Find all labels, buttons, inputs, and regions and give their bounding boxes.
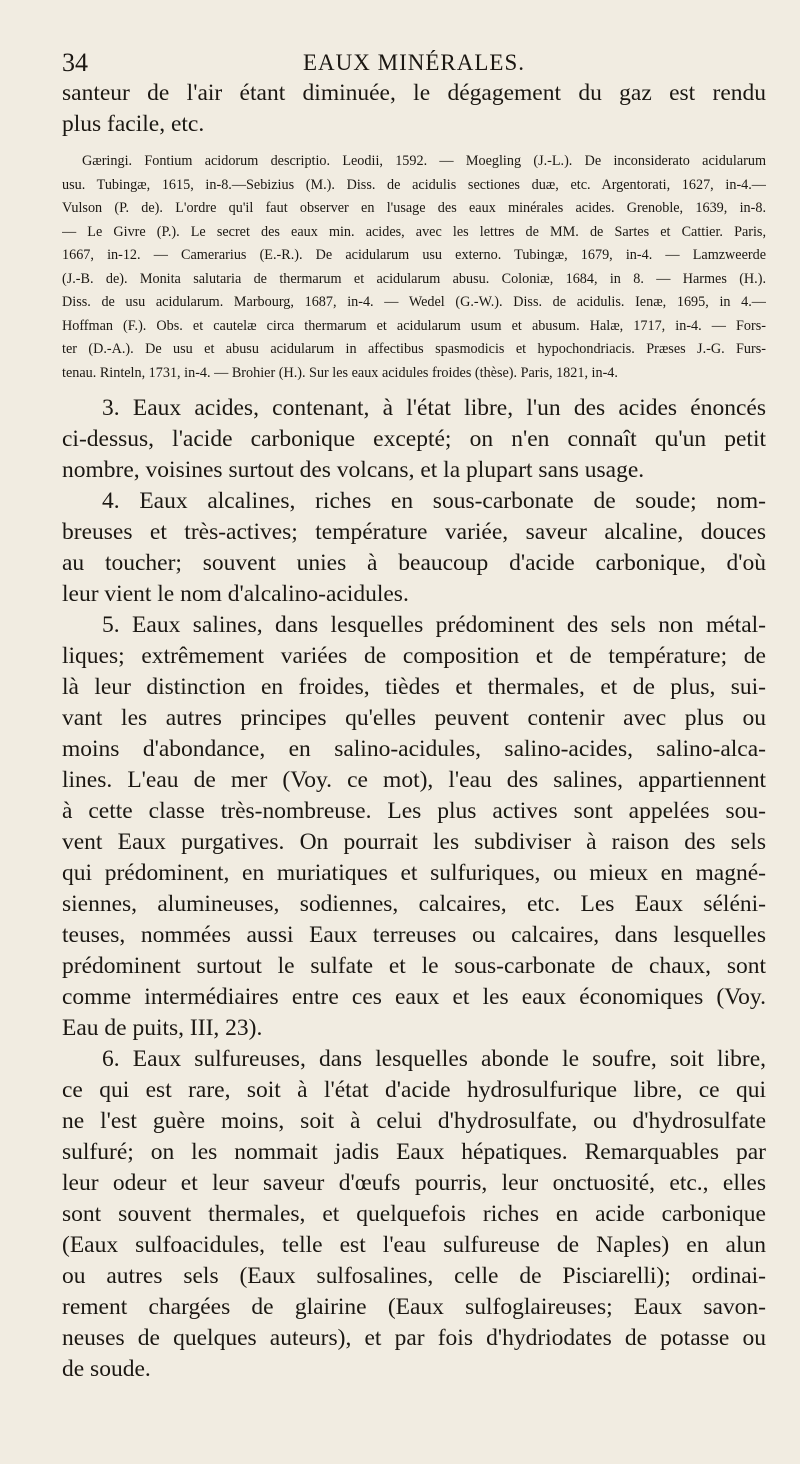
text-line: 4. Eaux alcalines, riches en sous-carbonate de soude; nom-	[102, 488, 766, 514]
text-line: là leur distinction en froides, tièdes et thermales, et de plus, sui-	[62, 674, 766, 700]
biblio-line: — Le Givre (P.). Le secret des eaux min. acides, avec les lettres de MM. de Sartes et Cattier. Paris,	[62, 223, 766, 240]
text-line: siennes, alumineuses, sodiennes, calcaires, etc. Les Eaux séléni-	[62, 891, 766, 917]
text-line: 5. Eaux salines, dans lesquelles prédominent des sels non métal-	[102, 612, 766, 638]
running-head	[62, 38, 766, 78]
biblio-line: Hoffman (F.). Obs. et cautelæ circa thermarum et acidularum usum et abusum. Halæ, 1717, in-4. — Fors-	[62, 317, 766, 334]
text-line: leur vient le nom d'alcalino-acidules.	[62, 581, 409, 607]
text-line: sulfuré; on les nommait jadis Eaux hépatiques. Remarquables par	[62, 1139, 766, 1165]
bibliography-note	[62, 150, 766, 385]
text-line: leur odeur et leur saveur d'œufs pourris, leur onctuosité, etc., elles	[62, 1170, 766, 1196]
text-line: qui prédominent, en muriatiques et sulfuriques, ou mieux en magné-	[62, 860, 766, 886]
section-eaux-sulfureuses	[62, 1044, 766, 1385]
biblio-line: usu. Tubingæ, 1615, in-8.—Sebizius (M.). Diss. de acidulis sectiones duæ, etc. Argentorati, 1627, in-4.—	[62, 176, 766, 193]
text-line: nombre, voisines surtout des volcans, et la plupart sans usage.	[62, 457, 645, 483]
text-line: neuses de quelques auteurs), et par fois d'hydriodates de potasse ou	[62, 1325, 766, 1351]
text-line: breuses et très-actives; température variée, saveur alcaline, douces	[62, 519, 766, 545]
text-line: ci-dessus, l'acide carbonique excepté; on n'en connaît qu'un petit	[62, 426, 766, 452]
text-line: vent Eaux purgatives. On pourrait les subdiviser à raison des sels	[62, 829, 766, 855]
text-line: ne l'est guère moins, soit à celui d'hydrosulfate, ou d'hydrosulfate	[62, 1108, 766, 1134]
biblio-line: Vulson (P. de). L'ordre qu'il faut observer en l'usage des eaux minérales acides. Grenoble, 1639, in-8.	[62, 200, 766, 216]
text-line: rement chargées de glairine (Eaux sulfoglaireuses; Eaux savon-	[62, 1294, 766, 1320]
text-line: au toucher; souvent unies à beaucoup d'acide carbonique, d'où	[62, 550, 766, 576]
text-line: plus facile, etc.	[62, 111, 205, 137]
section-eaux-alcalines	[62, 486, 766, 610]
text-line: comme intermédiaires entre ces eaux et les eaux économiques (Voy.	[62, 984, 766, 1010]
page-number: 34	[62, 48, 88, 77]
biblio-line: tenau. Rinteln, 1731, in-4. — Brohier (H.). Sur les eaux acidules froides (thèse). Paris, 1821, in-4.	[62, 364, 618, 381]
text-line: vant les autres principes qu'elles peuvent contenir avec plus ou	[62, 705, 766, 731]
text-line: Eau de puits, III, 23).	[62, 1015, 263, 1041]
biblio-line: Diss. de usu acidularum. Marbourg, 1687, in-4. — Wedel (G.-W.). Diss. de acidulis. Ienæ, 1695, in 4.—	[62, 294, 766, 310]
text-line: ce qui est rare, soit à l'état d'acide hydrosulfurique libre, ce qui	[62, 1077, 766, 1103]
biblio-line: 1667, in-12. — Camerarius (E.-R.). De acidularum usu externo. Tubingæ, 1679, in-4. — Lamzweerde	[62, 247, 766, 263]
section-eaux-salines	[62, 610, 766, 1044]
biblio-line: ter (D.-A.). De usu et abusu acidularum in affectibus spasmodicis et hypochondriacis. Præses J.-G. Furs-	[62, 341, 766, 357]
text-line: liques; extrêmement variées de composition et de température; de	[62, 643, 766, 669]
text-line: 6. Eaux sulfureuses, dans lesquelles abonde le soufre, soit libre,	[102, 1046, 766, 1072]
text-line: ou autres sels (Eaux sulfosalines, celle de Pisciarelli); ordinai-	[62, 1263, 766, 1289]
text-line: 3. Eaux acides, contenant, à l'état libre, l'un des acides énoncés	[102, 395, 766, 421]
text-line: moins d'abondance, en salino-acidules, salino-acides, salino-alca-	[62, 736, 766, 762]
intro-paragraph	[62, 78, 766, 140]
text-line: sont souvent thermales, et quelquefois riches en acide carbonique	[62, 1201, 766, 1227]
biblio-line: Gæringi. Fontium acidorum descriptio. Leodii, 1592. — Moegling (J.-L.). De inconsiderato acidularum	[82, 153, 766, 169]
text-line: de soude.	[62, 1356, 151, 1382]
text-line: lines. L'eau de mer (Voy. ce mot), l'eau des salines, appartiennent	[62, 767, 766, 793]
text-line: à cette classe très-nombreuse. Les plus actives sont appelées sou-	[62, 798, 766, 824]
running-title: EAUX MINÉRALES.	[303, 50, 525, 75]
text-line: teuses, nommées aussi Eaux terreuses ou calcaires, dans lesquelles	[62, 922, 766, 948]
text-line: prédominent surtout le sulfate et le sous-carbonate de chaux, sont	[62, 953, 766, 979]
text-line: santeur de l'air étant diminuée, le dégagement du gaz est rendu	[62, 80, 766, 106]
biblio-line: (J.-B. de). Monita salutaria de thermarum et acidularum abusu. Coloniæ, 1684, in 8. — Harmes (H.).	[62, 270, 766, 287]
section-eaux-acides	[62, 393, 766, 486]
text-line: (Eaux sulfoacidules, telle est l'eau sulfureuse de Naples) en alun	[62, 1232, 766, 1258]
